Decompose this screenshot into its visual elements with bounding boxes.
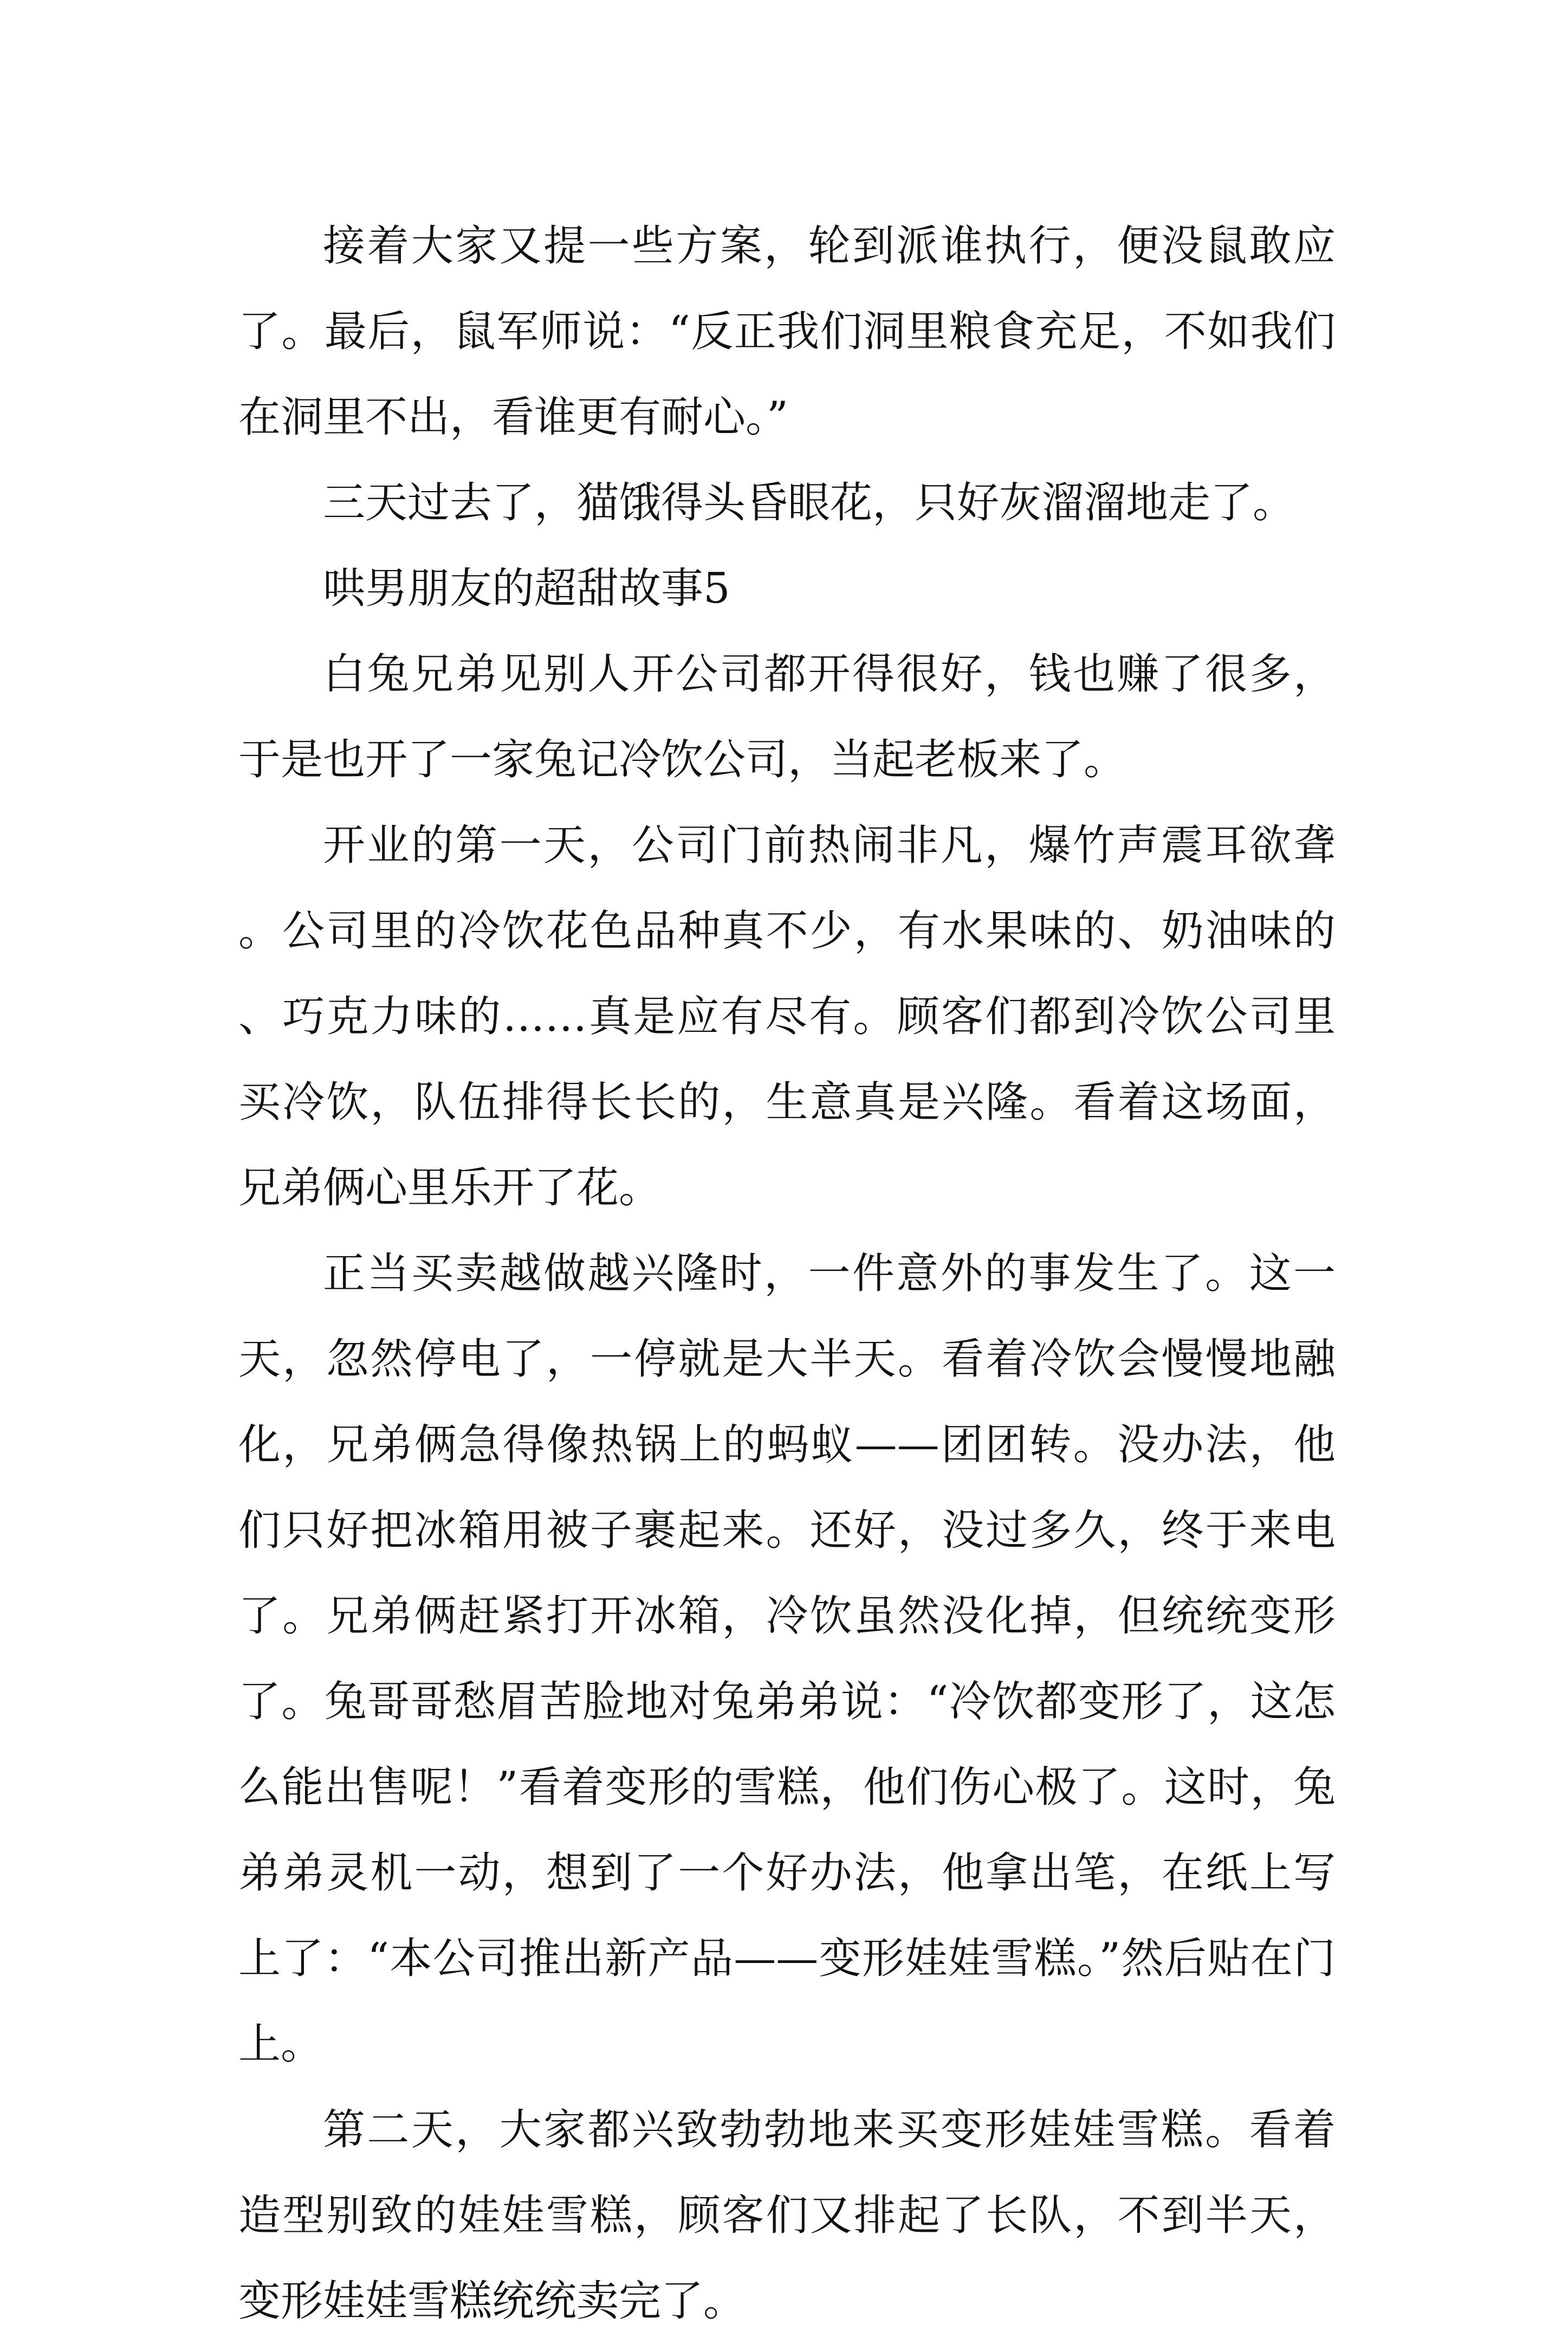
paragraph-1: 接着大家又提一些方案，轮到派谁执行，便没鼠敢应了。最后，鼠军师说：“反正我们洞里粮食充足，不如我们在洞里不出，看谁更有耐心。” xyxy=(238,222,1336,442)
paragraph-3: 白兔兄弟见别人开公司都开得很好，钱也赚了很多，于是也开了一家兔记冷饮公司，当起老板来了。 xyxy=(238,650,1336,784)
paragraph-2: 三天过去了，猫饿得头昏眼花，只好灰溜溜地走了。 xyxy=(323,479,1295,527)
paragraph-4: 开业的第一天，公司门前热闹非凡，爆竹声震耳欲聋。公司里的冷饮花色品种真不少，有水果味的、奶油味的、巧克力味的……真是应有尽有。顾客们都到冷饮公司里买冷饮，队伍排得长长的，生意真是兴隆。看着这场面，兄弟俩心里乐开了花。 xyxy=(238,821,1336,1212)
paragraph-5: 正当买卖越做越兴隆时，一件意外的事发生了。这一天，忽然停电了，一停就是大半天。看着冷饮会慢慢地融化，兄弟俩急得像热锅上的蚂蚁——团团转。没办法，他们只好把冰箱用被子裹起来。还好，没过多久，终于来电了。兄弟俩赶紧打开冰箱，冷饮虽然没化掉，但统统变形了。兔哥哥愁眉苦脸地对兔弟弟说：“冷饮都变形了，这怎么能出售呢！”看着变形的雪糕，他们伤心极了。这时，兔弟弟灵机一动，想到了一个好办法，他拿出笔，在纸上写上了：“本公司推出新产品——变形娃娃雪糕。”然后贴在门上。 xyxy=(238,1249,1336,2069)
paragraph-6: 第二天，大家都兴致勃勃地来买变形娃娃雪糕。看着造型别致的娃娃雪糕，顾客们又排起了长队，不到半天，变形娃娃雪糕统统卖完了。 xyxy=(238,2106,1336,2326)
document-body xyxy=(238,203,1336,2344)
section-heading: 哄男朋友的超甜故事5 xyxy=(323,564,730,613)
